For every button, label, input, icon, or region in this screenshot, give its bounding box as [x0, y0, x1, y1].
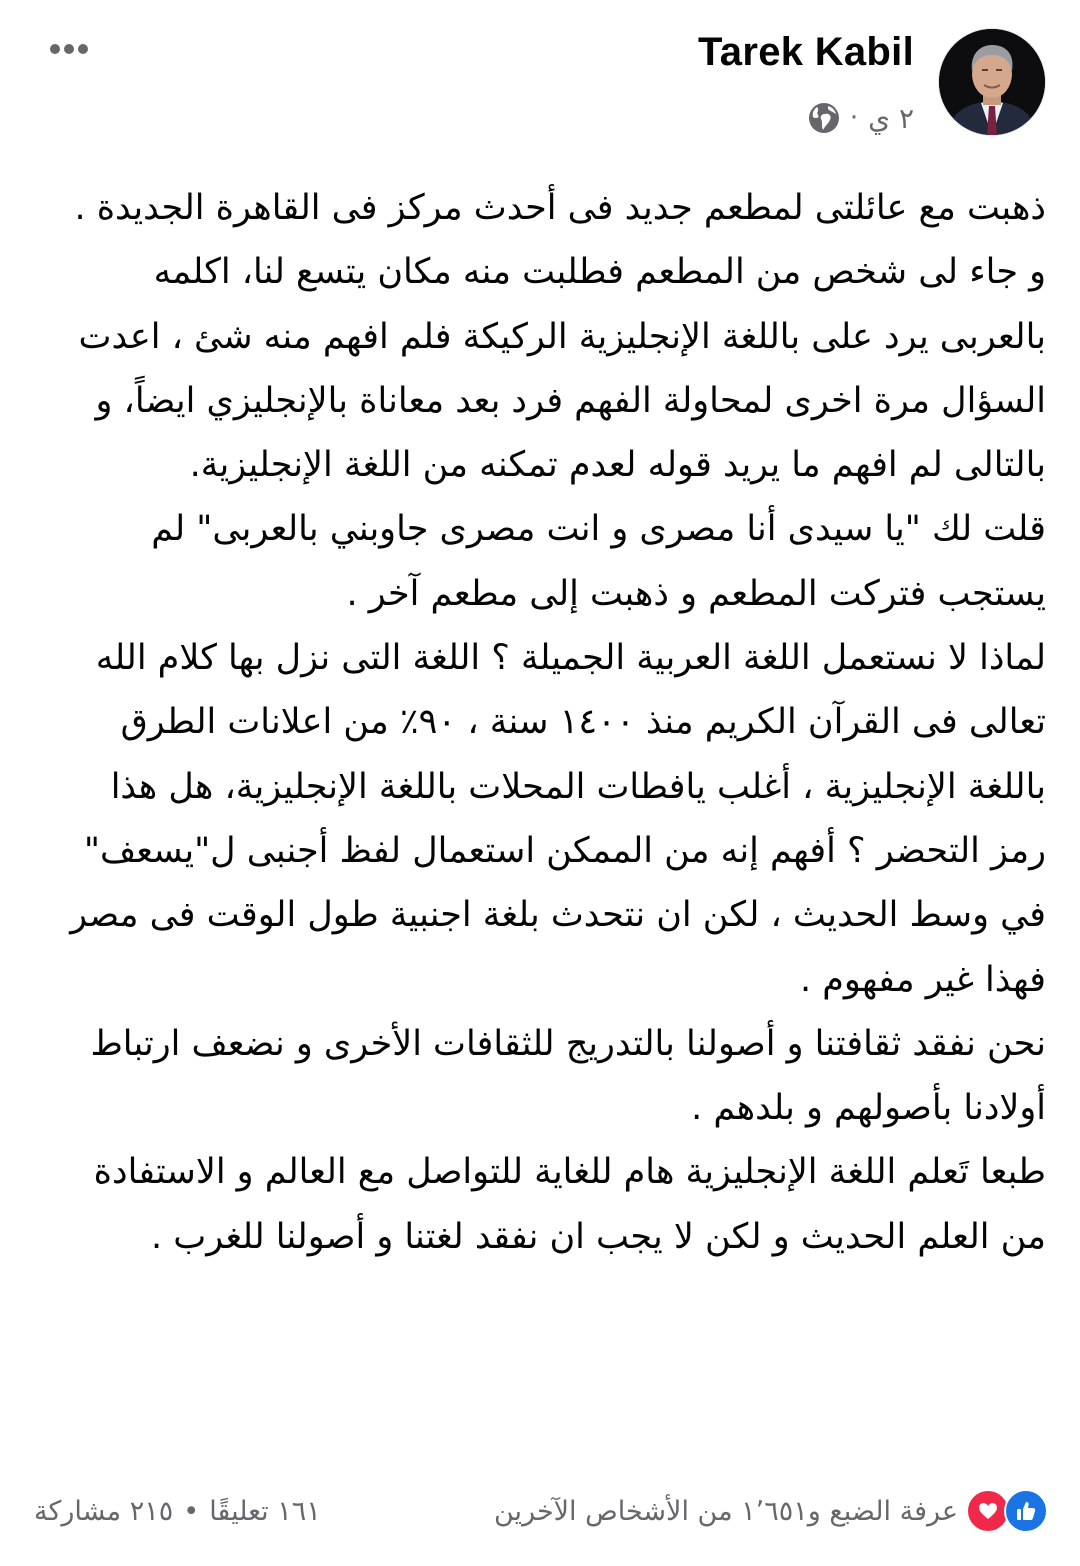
more-dot-icon	[78, 44, 88, 54]
more-options-button[interactable]	[50, 40, 100, 58]
post-timestamp-link[interactable]: ٢ ي	[868, 101, 914, 135]
meta-separator: ·	[849, 103, 859, 133]
globe-icon	[808, 102, 840, 134]
post-paragraph: ذهبت مع عائلتى لمطعم جديد فى أحدث مركز فى القاهرة الجديدة .	[74, 188, 1046, 228]
more-dot-icon	[50, 44, 60, 54]
like-icon	[1004, 1489, 1048, 1533]
post-meta	[808, 96, 914, 140]
avatar[interactable]	[938, 28, 1046, 136]
more-dot-icon	[64, 44, 74, 54]
reactions-text: عرفة الضبع و١٬٦٥١ من الأشخاص الآخرين	[494, 1495, 958, 1527]
counts-separator: •	[183, 1495, 200, 1527]
post-footer	[34, 1486, 1048, 1536]
post-paragraph: طبعا تَعلم اللغة الإنجليزية هام للغاية للتواصل مع العالم و الاستفادة من العلم الحديث و لكن لا يجب ان نفقد لغتنا و أصولنا للغرب .	[93, 1152, 1046, 1257]
post-paragraph: و جاء لى شخص من المطعم فطلبت منه مكان يتسع لنا، اكلمه بالعربى يرد على باللغة الإنجليزية الركيكة فلم افهم منه شئ ، اعدت السؤال مرة اخرى لمحاولة الفهم فرد بعد معاناة بالإنجليزي ايضاً، و بالتالى لم افهم ما يريد قوله لعدم تمكنه من اللغة الإنجليزية.	[78, 252, 1046, 486]
avatar-photo	[939, 29, 1045, 135]
author-name-link[interactable]: Tarek Kabil	[698, 30, 914, 74]
post-text	[46, 176, 1046, 1269]
comments-count-link[interactable]: ١٦١ تعليقًا	[209, 1495, 321, 1527]
reactions-summary[interactable]	[494, 1489, 1048, 1533]
shares-count-link[interactable]: ٢١٥ مشاركة	[34, 1495, 174, 1527]
post-paragraph: نحن نفقد ثقافتنا و أصولنا بالتدريج للثقافات الأخرى و نضعف ارتباط أولادنا بأصولهم و بلدهم .	[90, 1023, 1046, 1129]
reaction-icons	[966, 1489, 1048, 1533]
post-paragraph: قلت لك "يا سيدى أنا مصرى و انت مصرى جاوبني بالعربى" لم يستجب فتركت المطعم و ذهبت إلى مطعم آخر .	[151, 509, 1046, 614]
post-paragraph: لماذا لا نستعمل اللغة العربية الجميلة ؟ اللغة التى نزل بها كلام الله تعالى فى القرآن الكريم منذ ١٤٠٠ سنة ، ٩٠٪ من اعلانات الطرق باللغة الإنجليزية ، أغلب يافطات المحلات باللغة الإنجليزية، هل هذا رمز التحضر ؟ أفهم إنه من الممكن استعمال لفظ أجنبى ل"يسعف" في وسط الحديث ، لكن ان نتحدث بلغة اجنبية طول الوقت فى مصر فهذا غير مفهوم .	[70, 638, 1046, 1000]
engagement-counts	[34, 1496, 321, 1527]
